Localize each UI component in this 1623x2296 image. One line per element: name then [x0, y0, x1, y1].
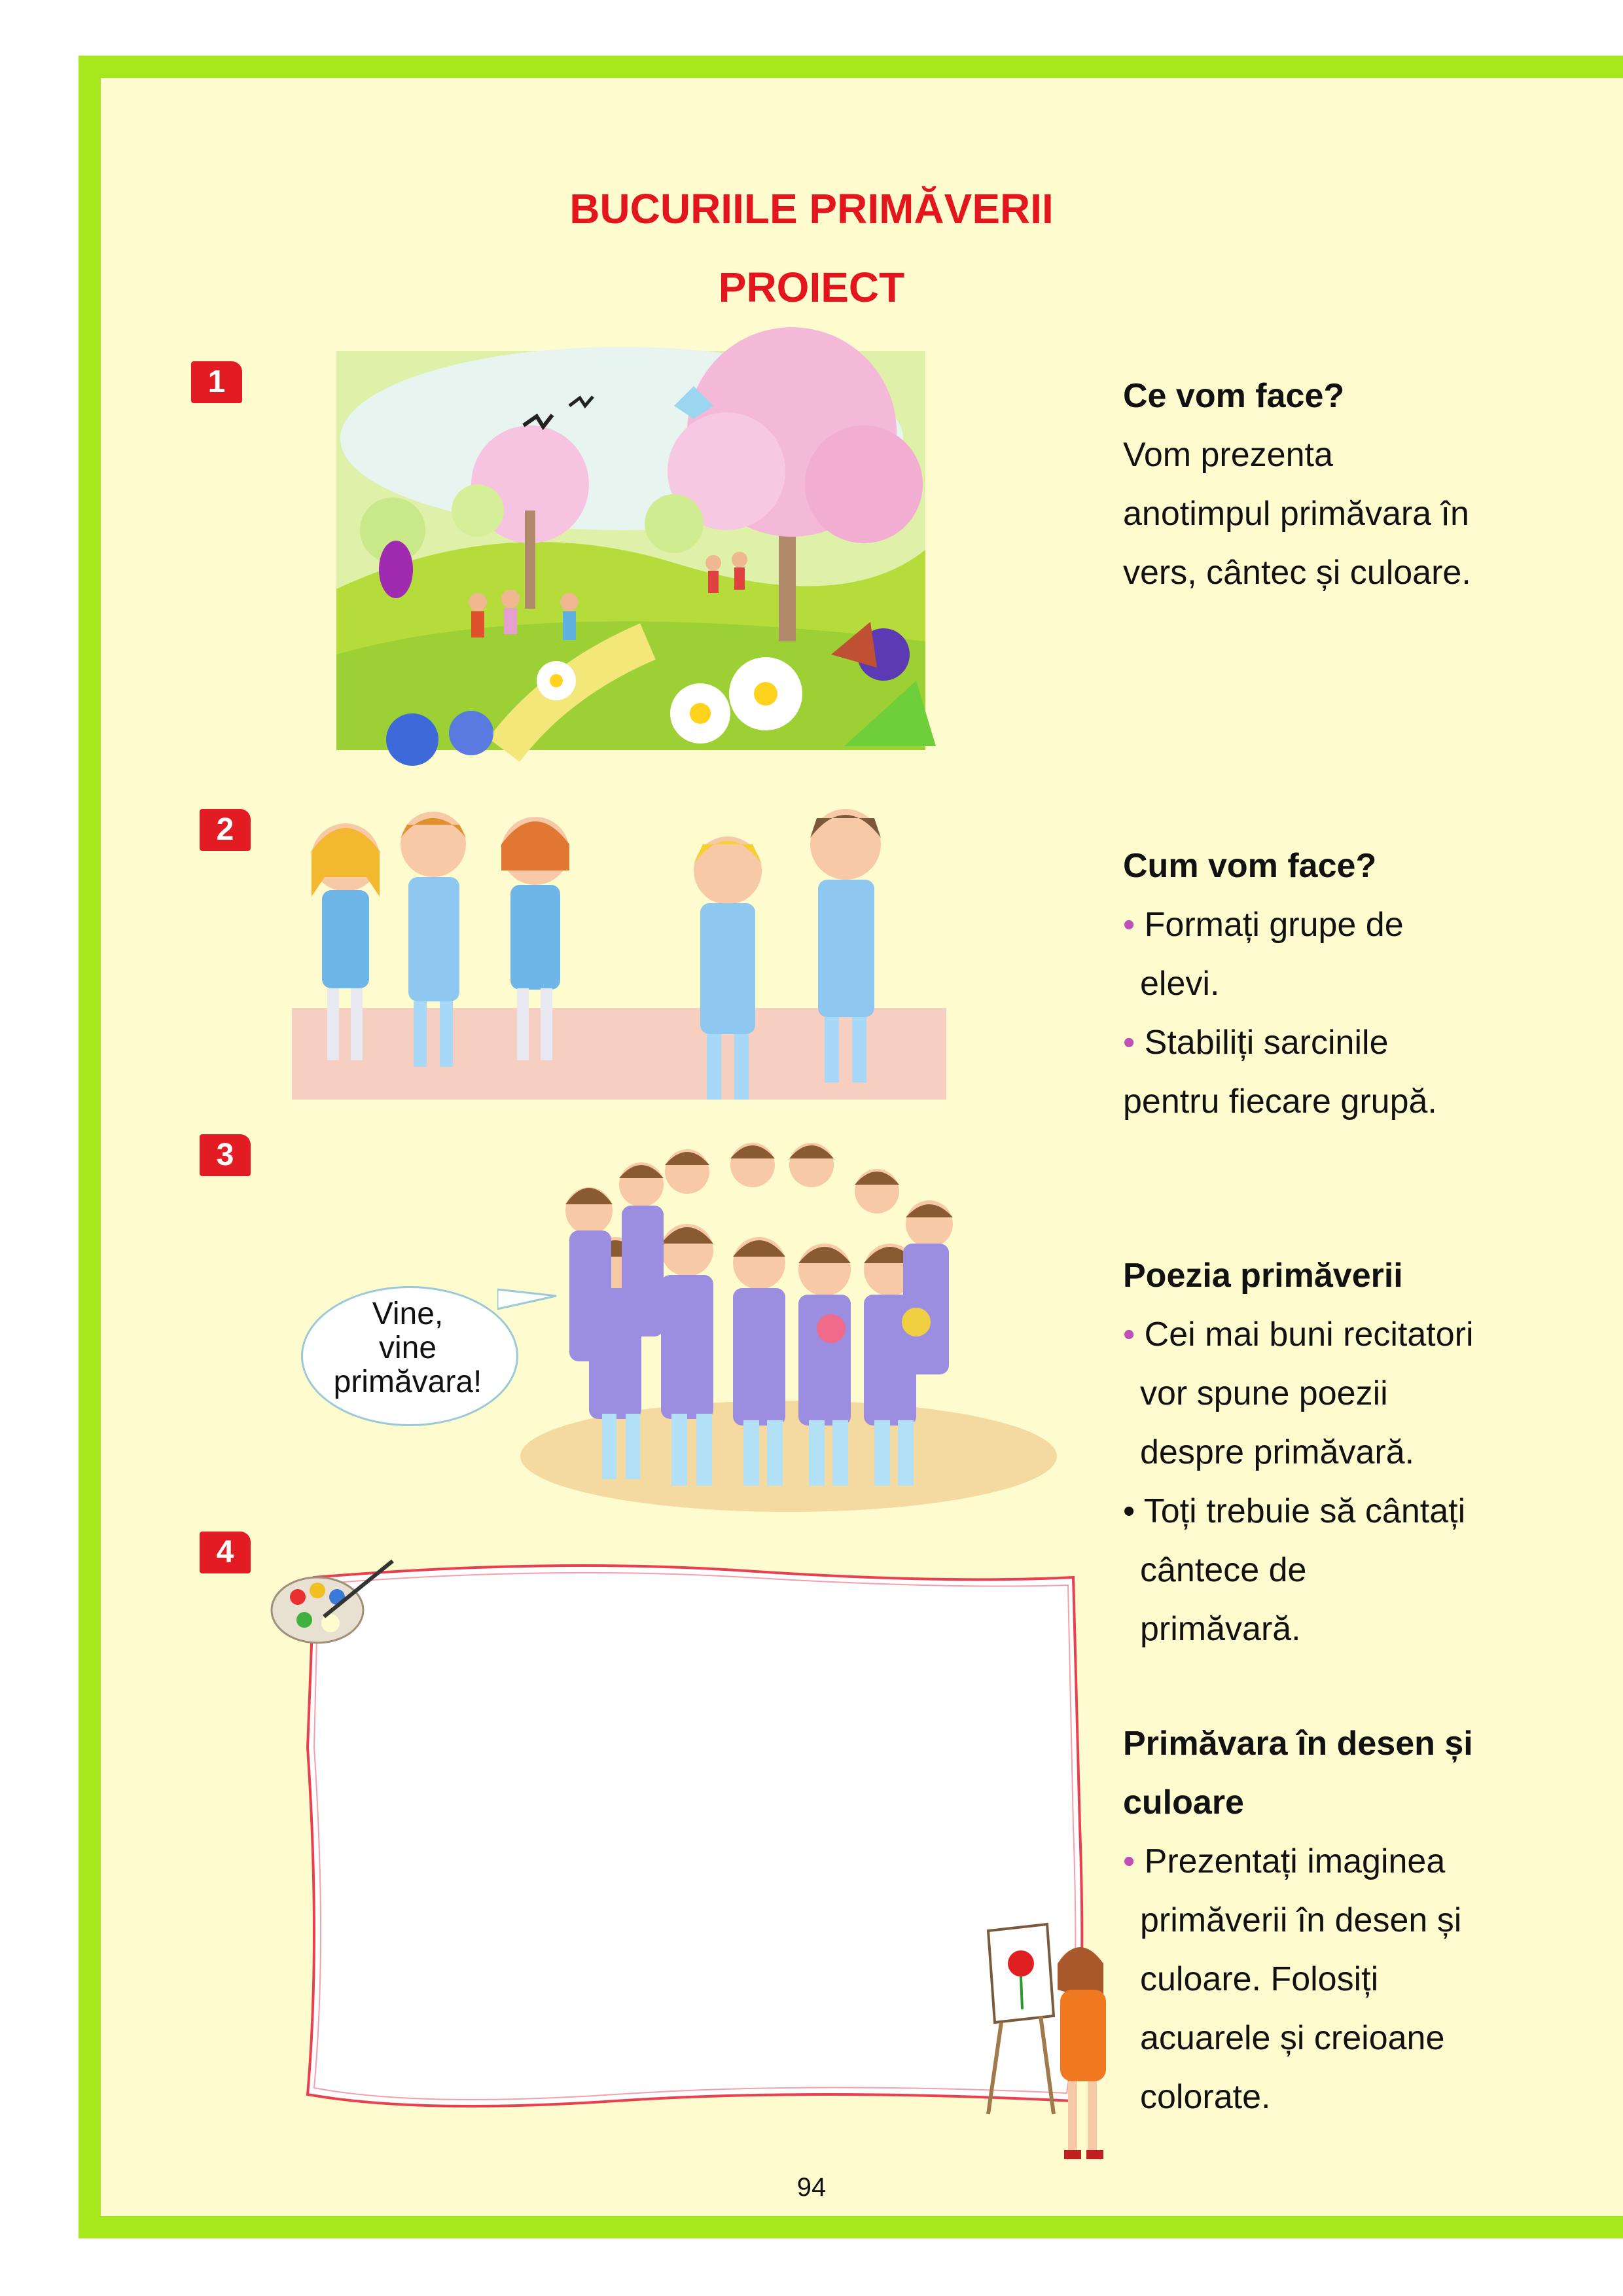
spring-landscape-illustration	[308, 314, 962, 772]
section-heading: Cum vom face?	[1123, 847, 1377, 885]
section-heading: Primăvara în desen și	[1123, 1725, 1473, 1763]
page-subtitle: PROIECT	[718, 264, 905, 311]
section-primavara-in-desen: Primăvara în desen și culoare • Prezentați imaginea primăverii în desen și culoare. Folosiți acuarele și creioane colorate.	[1123, 1714, 1529, 2126]
palette-icon	[265, 1558, 396, 1656]
section-poezia-primaverii: Poezia primăverii • Cei mai buni recitatori vor spune poezii despre primăvară. • Toți trebuie să cântați cântece de primăvară.	[1123, 1246, 1529, 1659]
page-number: 94	[796, 2173, 827, 2202]
speech-bubble-text: Vine, vine primăvara!	[333, 1297, 482, 1399]
step-badge-1: 1	[191, 361, 242, 403]
children-standing-illustration	[288, 772, 955, 1119]
step-badge-2: 2	[200, 809, 251, 851]
section-cum-vom-face: Cum vom face? • Formați grupe de elevi. • Stabiliți sarcinile pentru fiecare grupă.	[1123, 836, 1529, 1131]
page-title: BUCURIILE PRIMĂVERII	[569, 185, 1054, 232]
section-ce-vom-face: Ce vom face? Vom prezenta anotimpul primăvara în vers, cântec și culoare.	[1123, 367, 1529, 602]
section-heading: Poezia primăverii	[1123, 1257, 1403, 1295]
children-choir-illustration	[510, 1132, 1067, 1525]
step-badge-3: 3	[200, 1134, 251, 1176]
bullet-icon: •	[1123, 1024, 1135, 1062]
bullet-icon: •	[1123, 906, 1135, 944]
bullet-icon: •	[1123, 1316, 1135, 1354]
bullet-icon: •	[1123, 1842, 1135, 1880]
painting-girl-illustration	[969, 1918, 1126, 2179]
step-badge-4: 4	[200, 1532, 251, 1573]
bullet-icon: •	[1123, 1492, 1135, 1530]
section-heading: Ce vom face?	[1123, 377, 1345, 415]
